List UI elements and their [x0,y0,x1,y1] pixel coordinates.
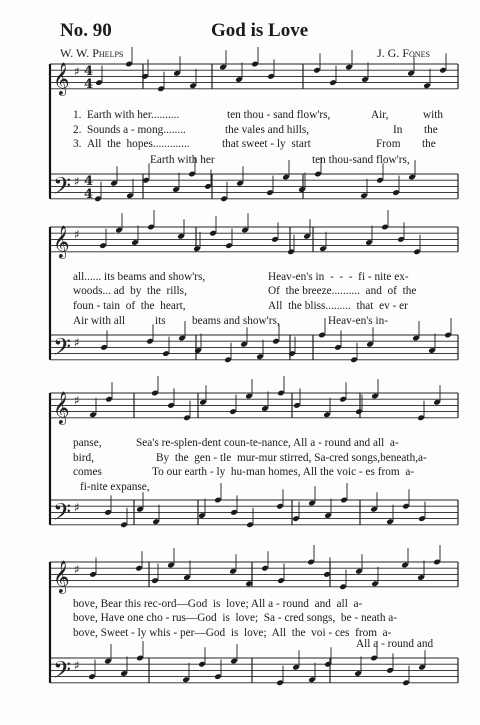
s2-v1-b: Heav-en's in - - - fi - nite ex- [268,271,409,283]
s1-v3-c: From [376,138,401,150]
key-sharp: ♯ [74,393,80,408]
treble-clef: 𝄞 [53,390,70,424]
s4-v1: bove, Bear this rec-ord—God is love; All a - round and all a- [73,598,363,610]
bass-clef: 𝄢 [53,497,72,531]
s2-v2-b: Of the breeze.......... and of the [268,285,417,297]
bass-clef: 𝄢 [53,171,72,205]
key-sharp: ♯ [74,658,80,673]
s4-bass: All a - round and [356,638,434,650]
key-sharp: ♯ [74,227,80,242]
s3-v1-a: panse, [73,437,102,449]
treble-clef: 𝄞 [53,559,70,593]
time-sig-top: 4 [84,174,94,189]
s1-v2-d: the [424,124,438,136]
s2-bass-a: Air with all [73,315,126,327]
key-sharp: ♯ [74,64,80,79]
s1-v2-c: In [393,124,403,136]
s2-v2-a: woods... ad by the rills, [73,285,187,297]
s1-v2-num: 2. [73,124,82,136]
s1-v3-a: All the hopes............. [87,138,190,150]
hymn-number: No. 90 [60,20,112,41]
key-sharp: ♯ [74,174,80,189]
treble-clef: 𝄞 [53,224,70,258]
s2-bass-b: its [155,315,166,327]
s2-bass-c: beams and show'rs, [192,315,280,327]
s1-v1-num: 1. [73,109,82,121]
s1-v3-b: that sweet - ly start [222,138,311,150]
key-sharp: ♯ [74,562,80,577]
s3-v2-a: bird, [73,452,95,464]
s2-v3-a: foun - tain of the heart, [73,300,186,312]
s2-v1-a: all...... its beams and show'rs, [73,271,206,283]
key-sharp: ♯ [74,500,80,515]
s1-v3-d: the [422,138,436,150]
bass-clef: 𝄢 [53,332,72,366]
s1-v1-b: ten thou - sand flow'rs, [227,109,331,121]
s1-v2-a: Sounds a - mong........ [87,124,186,136]
s1-v1-c: Air, [371,109,389,121]
music-credit: J. G. Fones [377,46,430,60]
hymn-title: God is Love [211,20,309,41]
s1-bass-b: ten thou-sand flow'rs, [312,154,410,166]
s2-v3-b: All the bliss......... that ev - er [268,300,408,312]
s2-bass-d: Heav-en's in- [328,315,389,327]
key-sharp: ♯ [74,335,80,350]
time-sig-bottom: 4 [84,187,94,202]
s3-bass-a: fi-nite expanse, [80,481,150,493]
s1-v3-num: 3. [73,138,82,150]
s3-v2-b: By the gen - tle mur-mur stirred, Sa-cred songs,beneath,a- [156,452,427,464]
s1-v1-d: with [423,109,444,121]
s3-v1-b: Sea's re-splen-dent coun-te-nance, All a - round and all a- [136,437,399,449]
s3-v3-a: comes [73,466,102,478]
time-sig-bottom: 4 [84,77,94,92]
time-sig-top: 4 [84,64,94,79]
s1-v2-b: the vales and hills, [225,124,310,136]
s3-v3-b: To our earth - ly hu-man homes, All the voic - es from a- [152,466,415,478]
s4-v2: bove, Have one cho - rus—God is love; Sa - cred songs, be - neath a- [73,612,398,624]
treble-clef: 𝄞 [53,61,70,95]
s4-v3: bove, Sweet - ly whis - per—God is love; All the voi - ces from a- [73,627,392,639]
s1-v1-a: Earth with her.......... [87,109,180,121]
bass-clef: 𝄢 [53,655,72,689]
s1-bass-a: Earth with her [150,154,215,166]
words-credit: W. W. Phelps [60,46,124,60]
